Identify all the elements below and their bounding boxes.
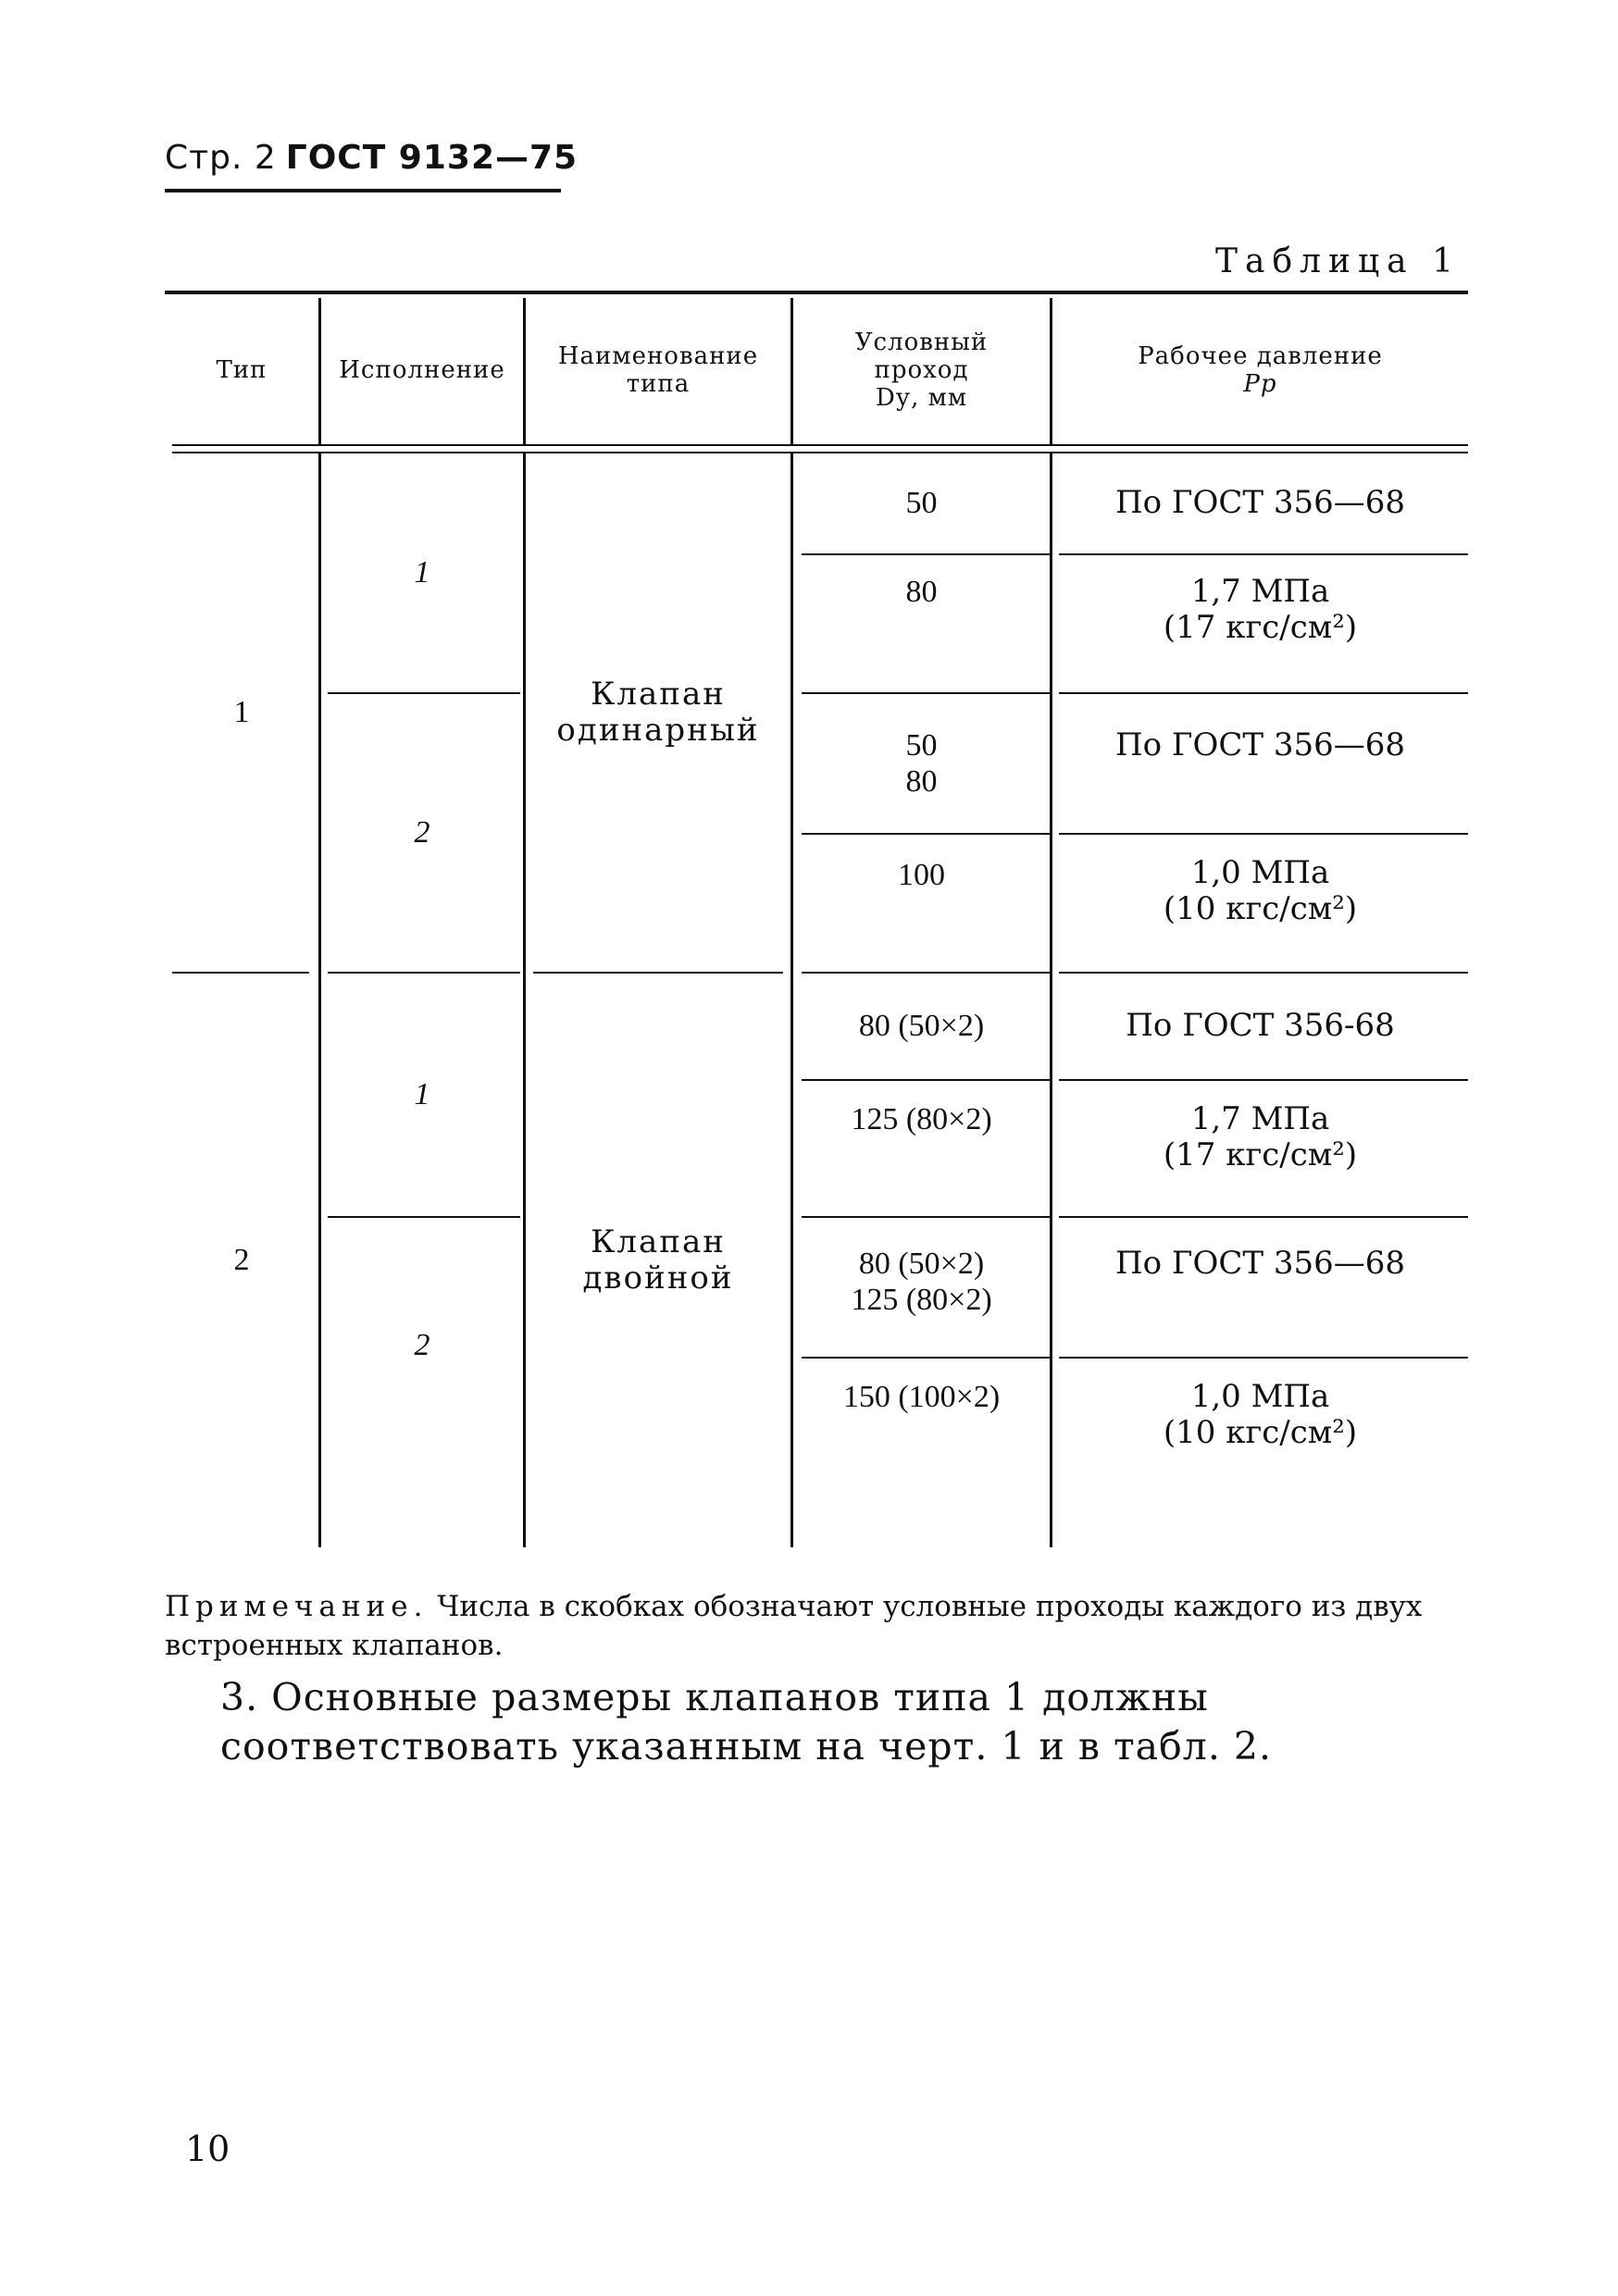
bore-cell: 80 [905,575,938,609]
page-prefix: Стр. 2 [165,139,277,177]
specs-table [165,291,1468,1547]
standard-number: ГОСТ 9132—75 [285,139,579,177]
pressure-value: 1,7 МПа [1190,573,1330,610]
pressure-cell: По ГОСТ 356—68 [1115,1245,1405,1282]
table-top-rule [165,291,1468,294]
bore-value-alt: 80 [905,764,938,800]
type-name-cell: Клапан двойной [582,1222,734,1297]
table-note [165,1588,1468,1666]
pressure-cell [1052,1359,1468,1488]
type-cell: 2 [233,1243,250,1278]
variant-cell: 1 [414,555,430,590]
pressure-value-alt: (10 кгс/см²) [1163,890,1358,928]
pressure-cell: По ГОСТ 356—68 [1115,726,1405,763]
bore-cell: 80 (50×2) [858,1009,985,1044]
type-cell: 1 [233,695,250,730]
paragraph-text: 3. Основные размеры клапанов типа 1 должны соответствовать указанным на черт. 1 и в табл. 2. [220,1675,1273,1769]
bore-value: 80 (50×2) [858,1247,985,1281]
header-bore-title: Условный проход [854,329,989,385]
header-bore [793,298,1050,444]
table-caption: Таблица 1 [1215,242,1461,280]
header-pressure [1052,298,1468,444]
header-rule [165,189,561,192]
pressure-cell [1052,555,1468,692]
pressure-cell: По ГОСТ 356—68 [1115,484,1405,522]
bore-cell: 100 [898,858,945,892]
pressure-value-alt: (10 кгс/см²) [1163,1414,1358,1452]
bore-cell: 150 (100×2) [842,1380,1001,1414]
pressure-value: 1,0 МПа [1190,854,1330,891]
variant-cell: 2 [414,815,430,850]
header-variant: Исполнение [339,356,505,385]
bore-cell [793,694,1050,833]
bore-cell: 125 (80×2) [851,1102,992,1136]
bore-cell: 50 [905,486,938,521]
type-name-cell: Клапан одинарный [556,675,760,749]
pressure-value: 1,7 МПа [1190,1100,1330,1137]
bore-value: 50 [905,728,938,763]
pressure-cell [1052,835,1468,972]
note-text: Числа в скобках обозначают условные проходы каждого из двух встроенных клапанов. [165,1590,1423,1662]
header-bore-unit: Dу, мм [875,383,968,412]
body-paragraph [165,1673,1468,1772]
pressure-cell [1052,1081,1468,1216]
header-pressure-symbol: Pр [1243,370,1277,398]
variant-cell: 1 [414,1077,430,1112]
pressure-value: 1,0 МПа [1190,1378,1330,1415]
pressure-value-alt: (17 кгс/см²) [1163,1136,1358,1174]
note-label: Примечание. [165,1590,429,1623]
header-type: Тип [216,356,268,385]
header-pressure-title: Рабочее давление [1138,342,1383,371]
bore-value-alt: 125 (80×2) [851,1283,992,1318]
header-name: Наименование типа [557,342,759,398]
page-number: 10 [185,2128,230,2169]
pressure-cell: По ГОСТ 356-68 [1126,1007,1395,1045]
header-rule-1 [172,444,1468,446]
running-head [165,139,578,177]
bore-cell [793,1218,1050,1357]
variant-cell: 2 [414,1328,430,1363]
pressure-value-alt: (17 кгс/см²) [1163,609,1358,647]
